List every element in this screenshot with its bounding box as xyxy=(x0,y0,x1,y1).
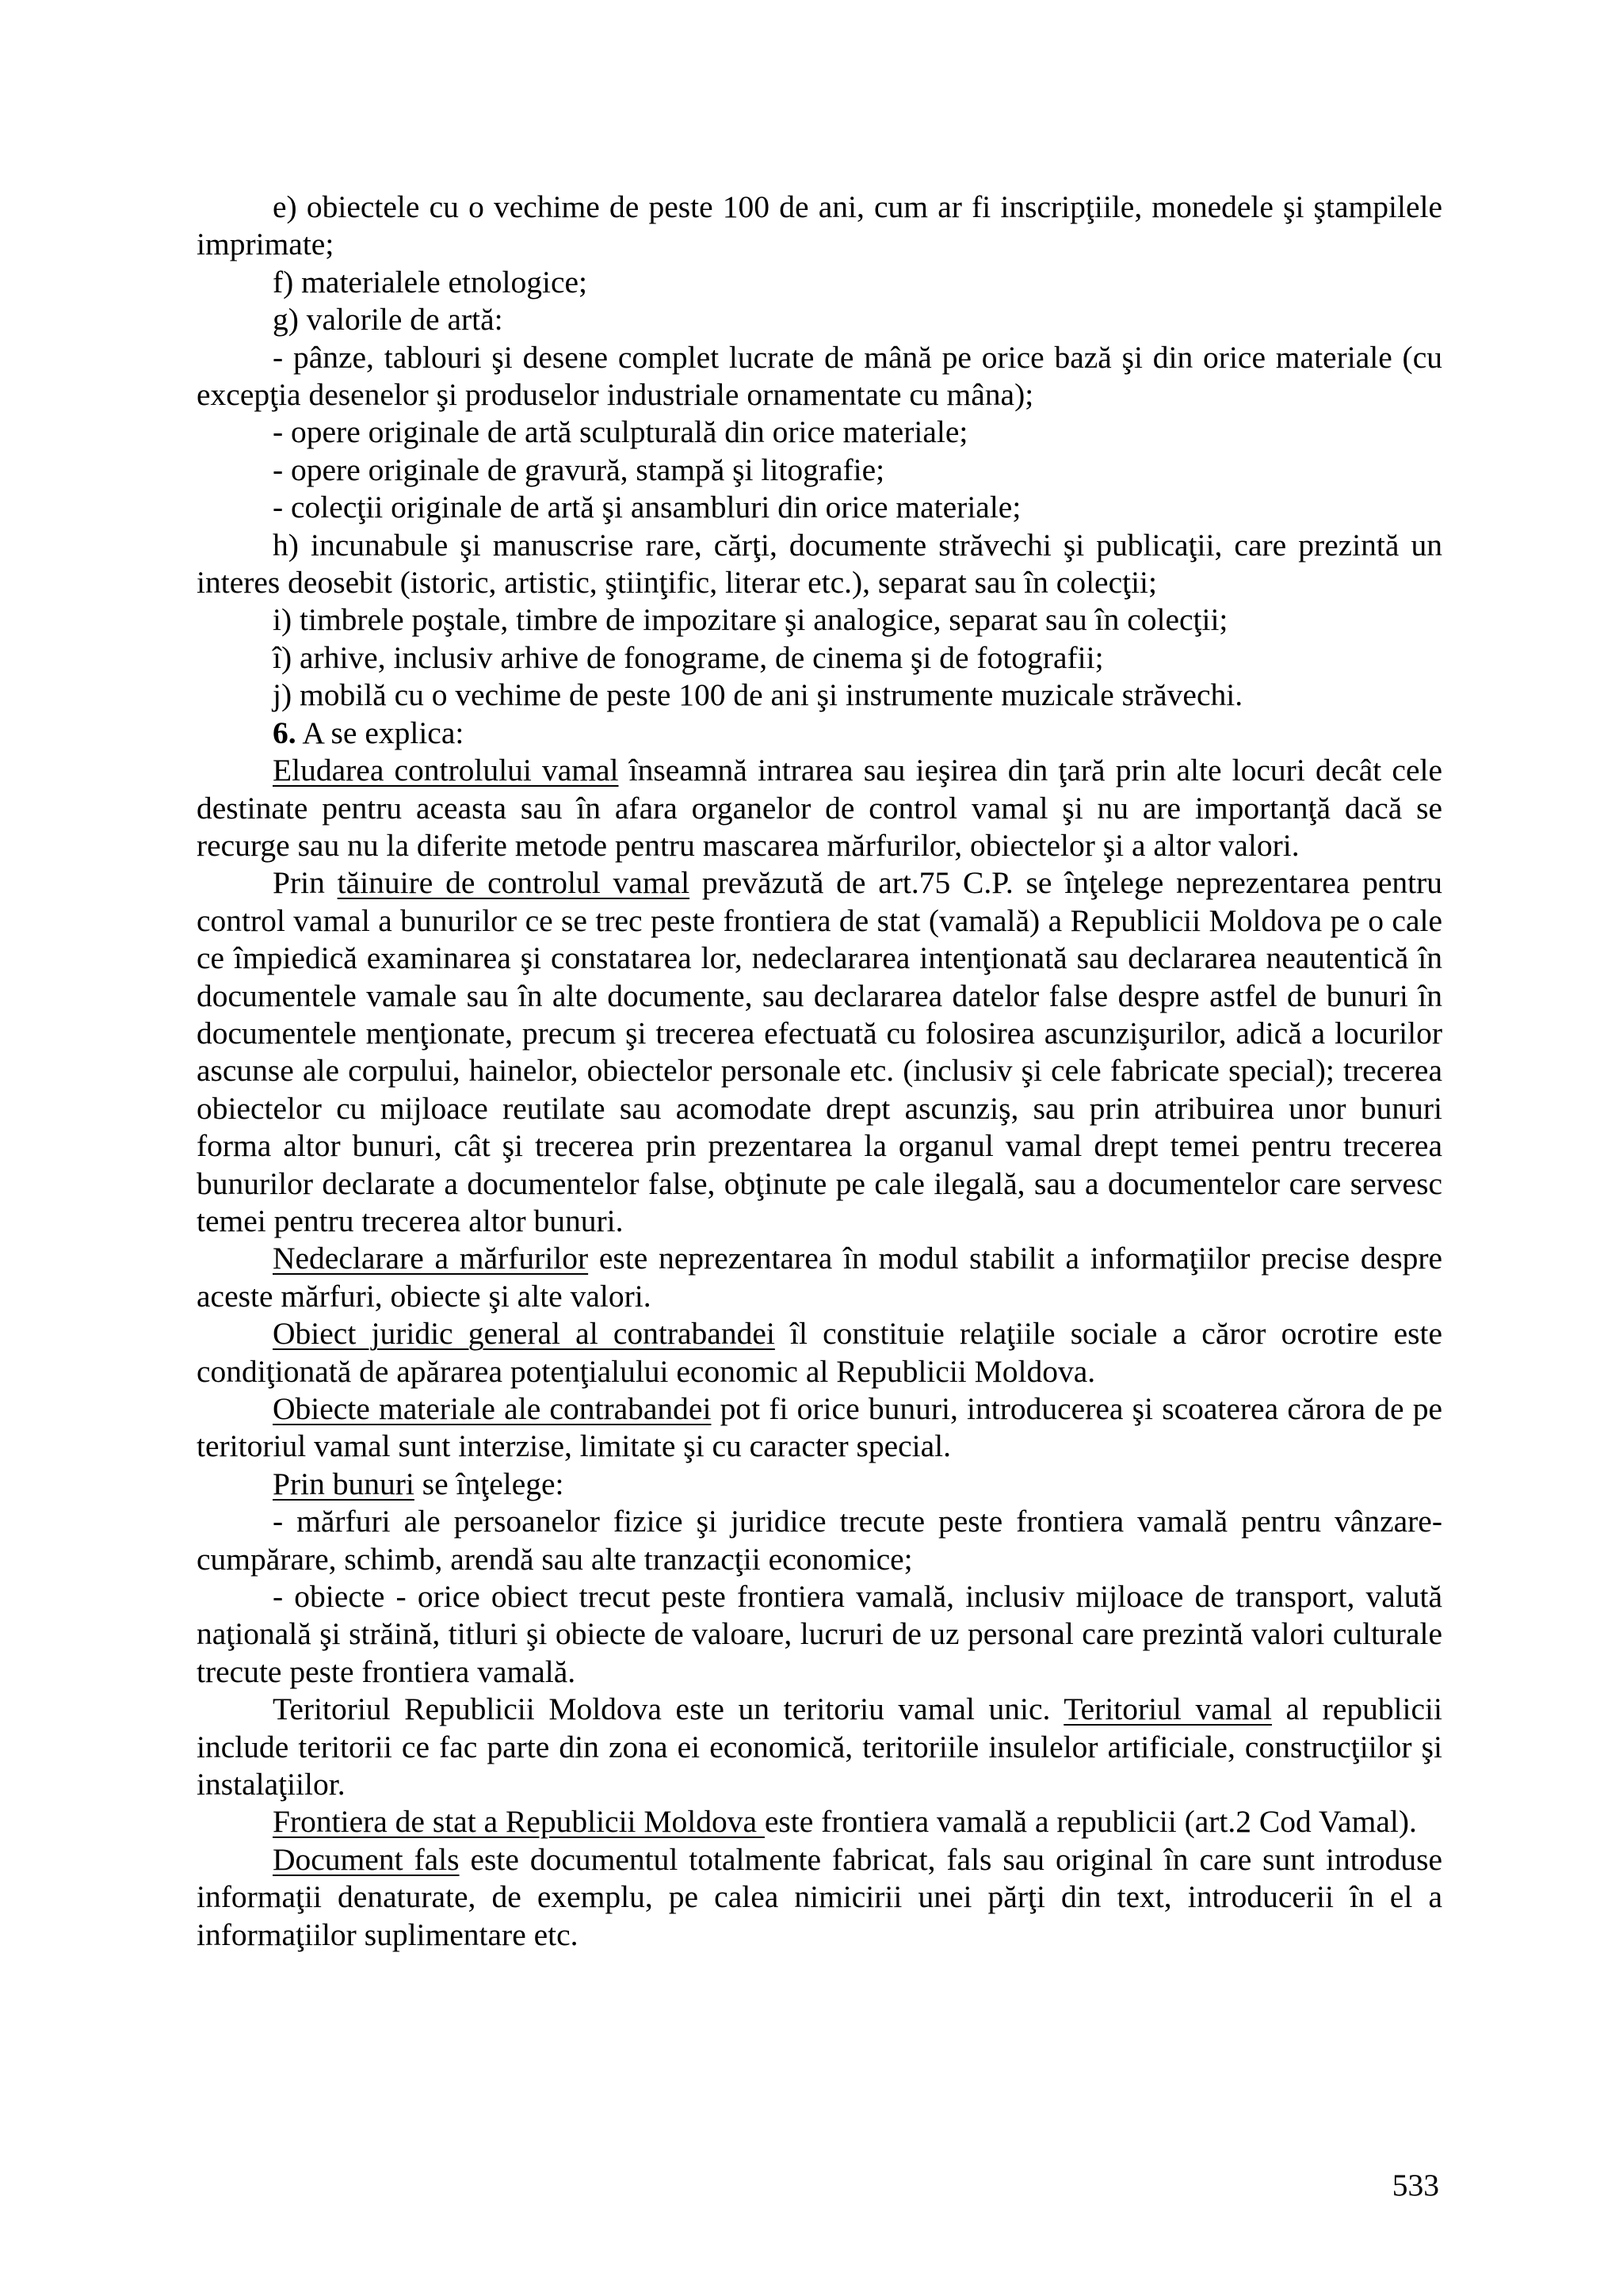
page-number: 533 xyxy=(1392,2168,1439,2203)
text-tainuire: prevăzută de art.75 C.P. se înţelege neprezentarea pentru control vamal a bunurilor ce se trec peste frontiera de stat (vamală) a Republicii Moldova pe o cale ce împiedică examinarea şi constatarea lor, nedeclararea intenţionată sau declararea neautentică în documentele vamale sau în alte documente, sau declararea datelor false despre astfel de bunuri în documentele menţionate, precum şi trecerea efectuată cu folosirea ascunzişurilor, adică a locurilor ascunse ale corpului, hainelor, obiectelor personale etc. (inclusiv şi cele fabricate special); trecerea obiectelor cu mijloace reutilate sau acomodate drept ascunziş, sau prin atribuirea unor bunuri forma altor bunuri, cât şi trecerea prin prezentarea la organul vamal drept temei pentru trecerea bunurilor declarate a documentelor false, obţinute pe cale ilegală, sau a documentelor care servesc temei pentru trecerea altor bunuri. xyxy=(197,865,1442,1238)
term-bunuri: Prin bunuri xyxy=(273,1466,414,1501)
text-document-fals: este documentul totalmente fabricat, fals sau original în care sunt introduse informaţii denaturate, de exemplu, pe calea nimicirii unei părţi din text, introducerii în el a informaţiilor suplimentare etc. xyxy=(197,1841,1442,1952)
bunuri-item-2: - obiecte - orice obiect trecut peste frontiera vamală, inclusiv mijloace de transport, valută naţională şi străină, titluri şi obiecte de valoare, lucruri de uz personal care prezintă valori culturale trecute peste frontiera vamală. xyxy=(197,1579,1442,1689)
paragraph-g-item-4: - colecţii originale de artă şi ansambluri din orice materiale; xyxy=(273,490,1022,525)
definition-bunuri xyxy=(197,1466,1442,1503)
definition-tainuire xyxy=(197,864,1442,1240)
term-document-fals: Document fals xyxy=(273,1841,460,1877)
text-eludarea: înseamnă intrarea sau ieşirea din ţară prin alte locuri decât cele destinate pentru aceasta sau în afara organelor de control vamal şi nu are importanţă dacă se recurge sau nu la diferite metode pentru mascarea mărfurilor, obiectelor şi a altor valori. xyxy=(197,753,1443,863)
term-teritoriu-vamal: Teritoriul vamal xyxy=(1064,1691,1272,1727)
term-obiecte-materiale: Obiecte materiale ale contrabandei xyxy=(273,1391,712,1426)
term-tainuire: tăinuire de controlul vamal xyxy=(337,865,690,901)
paragraph-i: i) timbrele poştale, timbre de impozitare şi analogice, separat sau în colecţii; xyxy=(273,602,1228,638)
paragraph-g: g) valorile de artă: xyxy=(273,302,503,338)
bunuri-item-1: - mărfuri ale persoanelor fizice şi juridice trecute peste frontiera vamală pentru vânzare-cumpărare, schimb, arendă sau alte tranzacţii economice; xyxy=(197,1504,1442,1577)
definition-teritoriu xyxy=(197,1691,1442,1803)
term-eludarea: Eludarea controlului vamal xyxy=(273,753,619,788)
paragraph-j: j) mobilă cu o vechime de peste 100 de ani şi instrumente muzicale străvechi. xyxy=(273,677,1243,713)
prefix-tainuire: Prin xyxy=(273,865,338,901)
text-teritoriu: al republicii include teritorii ce fac parte din zona ei economică, teritoriile insulelor artificiale, construcţiilor şi instalaţiilor. xyxy=(197,1691,1442,1802)
paragraph-e: e) obiectele cu o vechime de peste 100 de ani, cum ar fi inscripţiile, monedele şi ştampilele imprimate; xyxy=(197,189,1442,262)
section-6-number: 6. xyxy=(273,715,296,750)
text-bunuri: se înţelege: xyxy=(414,1466,564,1501)
paragraph-i-circumflex: î) arhive, inclusiv arhive de fonograme, de cinema şi de fotografii; xyxy=(273,639,1104,675)
definition-frontiera xyxy=(197,1803,1442,1840)
paragraph-h: h) incunabule şi manuscrise rare, cărţi, documente străvechi şi publicaţii, care prezintă un interes deosebit (istoric, artistic, ştiinţific, literar etc.), separat sau în colecţii; xyxy=(197,527,1442,601)
text-frontiera: este frontiera vamală a republicii (art.2 Cod Vamal). xyxy=(764,1804,1417,1840)
prefix-teritoriu: Teritoriul Republicii Moldova este un teritoriu vamal unic. xyxy=(273,1691,1064,1727)
text-obiecte-materiale: pot fi orice bunuri, introducerea şi scoaterea cărora de pe teritoriul vamal sunt interzise, limitate şi cu caracter special. xyxy=(197,1391,1442,1464)
text-nedeclarare: este neprezentarea în modul stabilit a informaţiilor precise despre aceste mărfuri, obiecte şi alte valori. xyxy=(197,1241,1443,1314)
paragraph-g-item-1: - pânze, tablouri şi desene complet lucrate de mână pe orice bază şi din orice materiale (cu excepţia desenelor şi produselor industriale ornamentate cu mâna); xyxy=(197,339,1442,413)
definition-obiect-juridic xyxy=(197,1315,1442,1390)
paragraph-g-item-2: - opere originale de artă sculpturală din orice materiale; xyxy=(273,414,968,450)
term-obiect-juridic: Obiect juridic general al contrabandei xyxy=(273,1316,775,1352)
body-text xyxy=(197,189,1442,1954)
definition-eludarea xyxy=(197,752,1442,864)
term-nedeclarare: Nedeclarare a mărfurilor xyxy=(273,1241,589,1276)
section-6-heading xyxy=(197,715,1442,752)
definition-nedeclarare xyxy=(197,1240,1442,1315)
definition-obiecte-materiale xyxy=(197,1390,1442,1466)
text-obiect-juridic: îl constituie relaţiile sociale a căror ocrotire este condiţionată de apărarea potenţialului economic al Republicii Moldova. xyxy=(197,1316,1442,1389)
section-6-text: A se explica: xyxy=(296,715,464,750)
paragraph-g-item-3: - opere originale de gravură, stampă şi litografie; xyxy=(273,452,885,487)
definition-document-fals xyxy=(197,1841,1442,1954)
term-frontiera: Frontiera de stat a Republicii Moldova xyxy=(273,1804,765,1840)
paragraph-f: f) materialele etnologice; xyxy=(273,264,587,299)
